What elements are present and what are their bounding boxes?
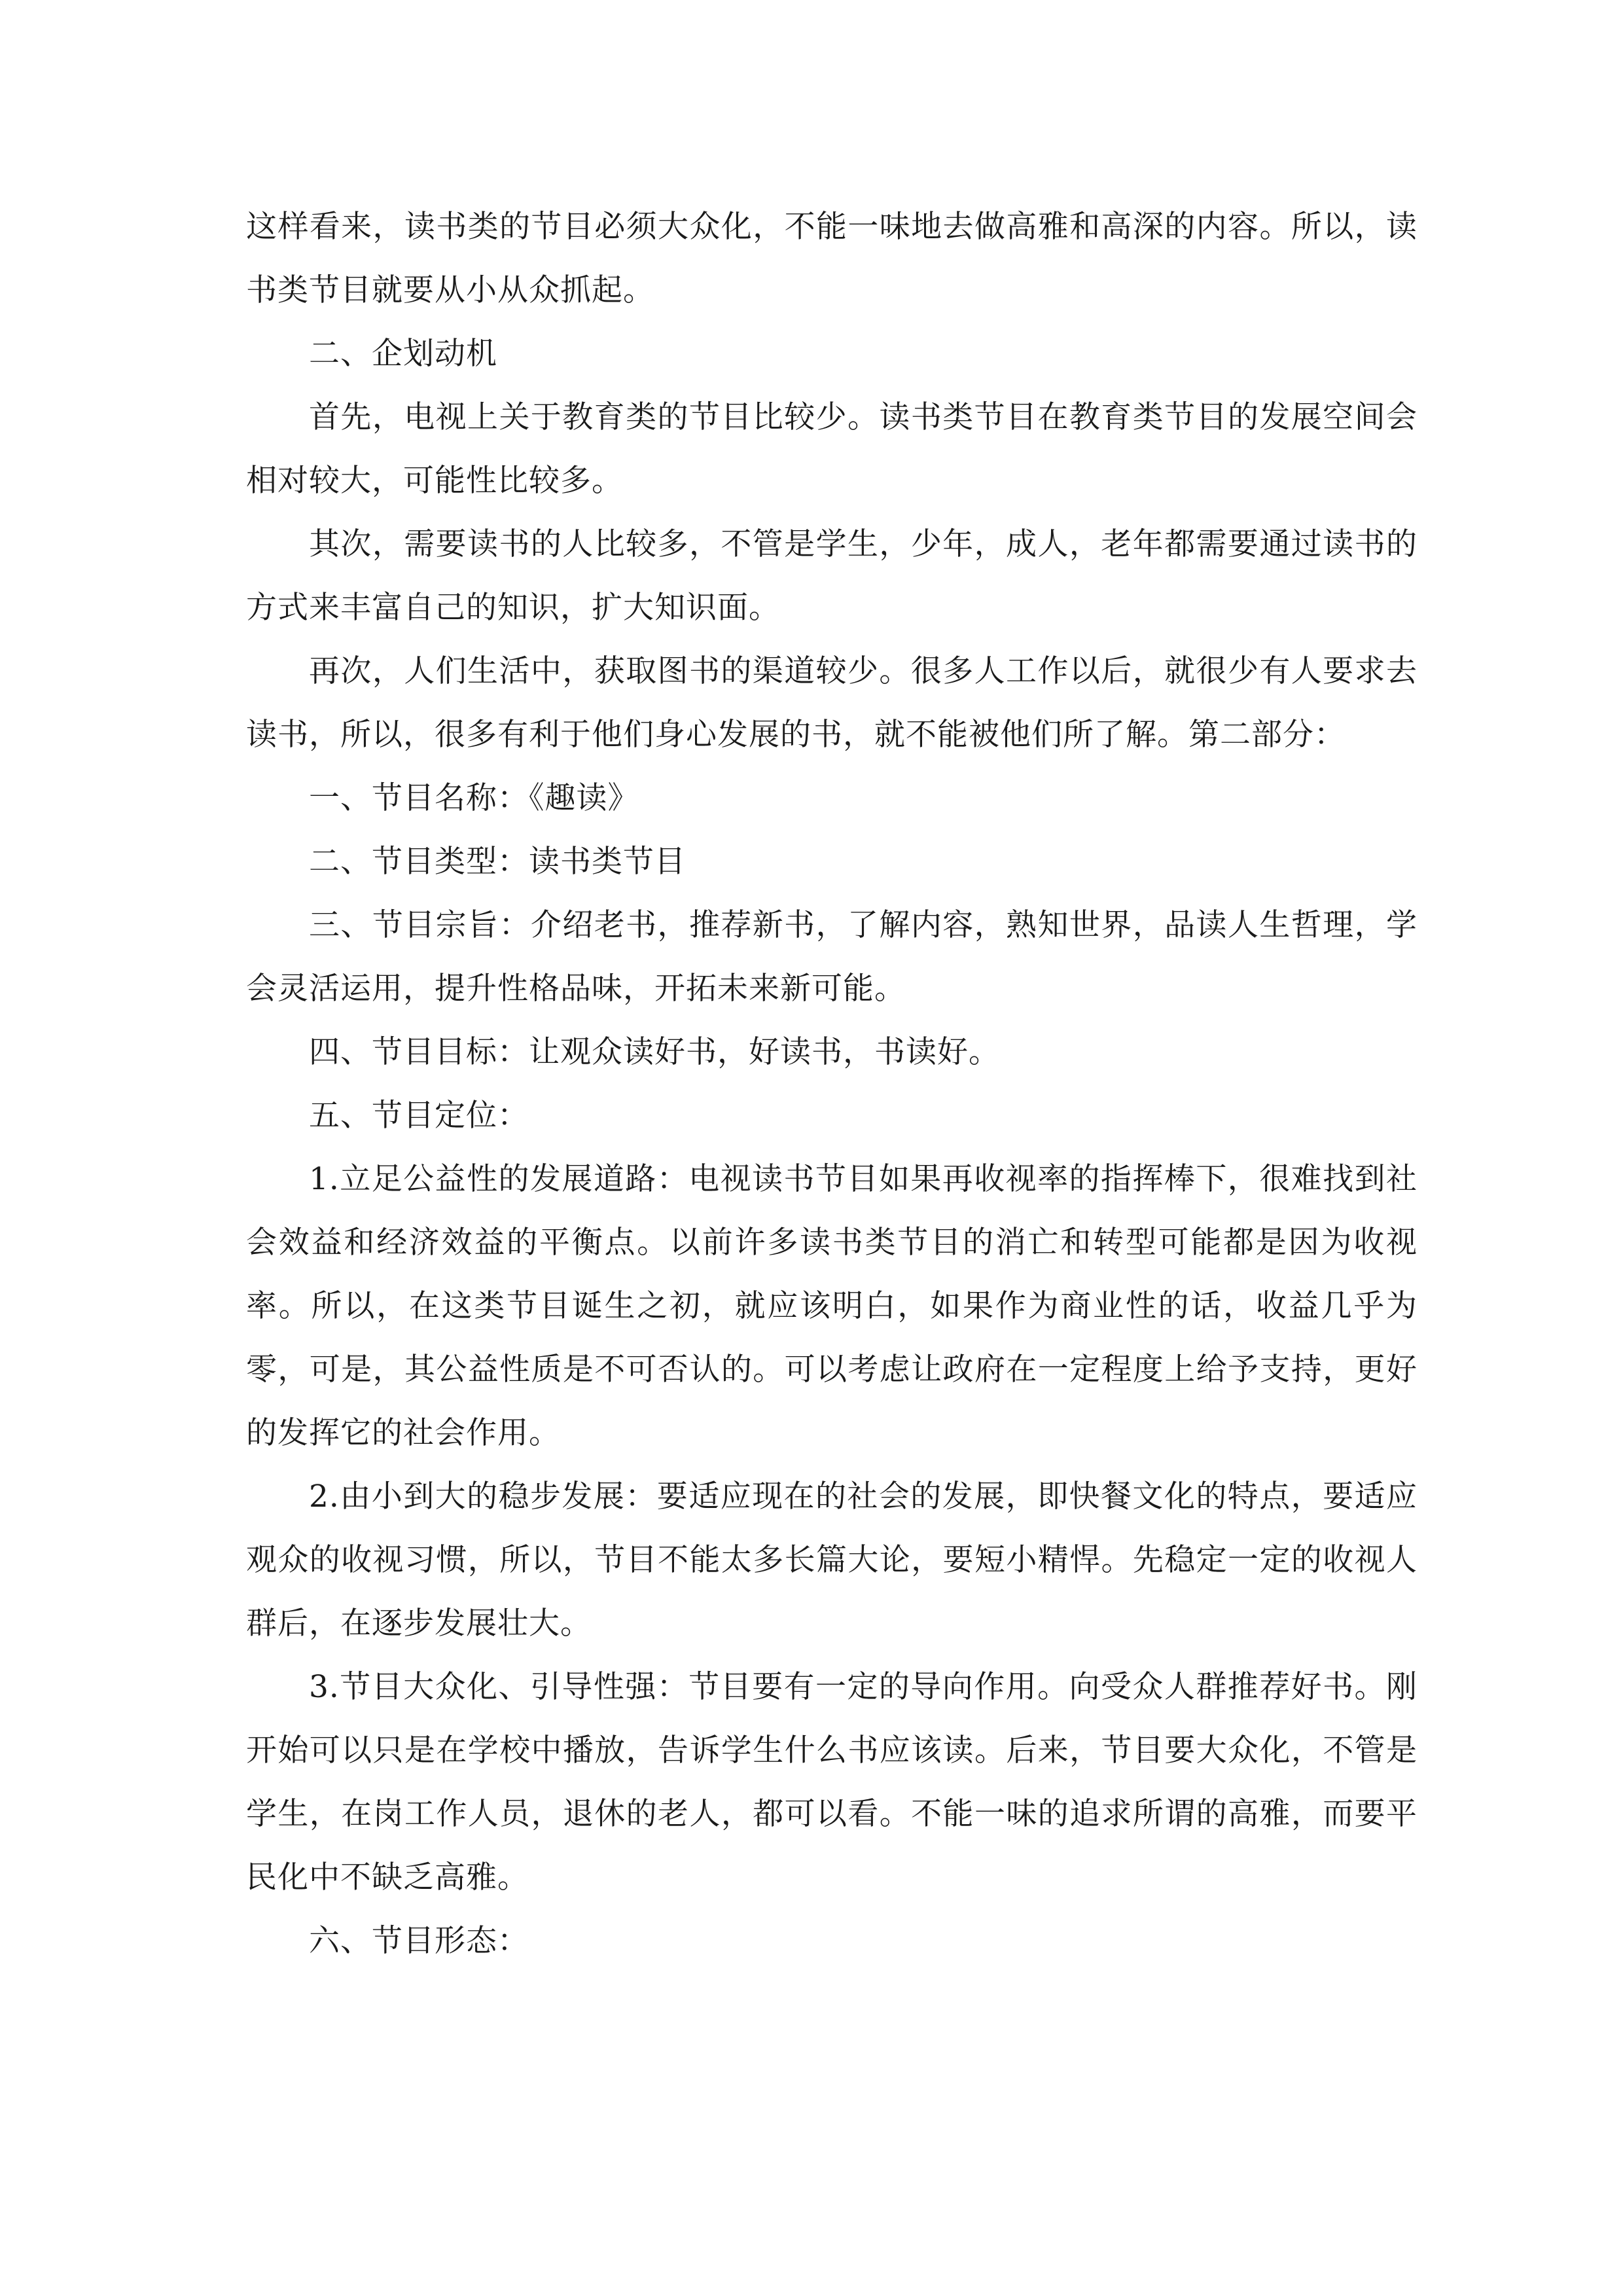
paragraph: 其次，需要读书的人比较多，不管是学生，少年，成人，老年都需要通过读书的方式来丰富自己的知识，扩大知识面。 (246, 526, 1418, 626)
section-heading-motivation: 二、企划动机 (309, 336, 497, 372)
item-program-positioning: 五、节目定位： (309, 1098, 529, 1134)
item-program-purpose: 三、节目宗旨：介绍老书，推荐新书，了解内容，熟知世界，品读人生哲理，学会灵活运用，提升性格品味，开拓未来新可能。 (246, 907, 1418, 1007)
paragraph: 首先，电视上关于教育类的节目比较少。读书类节目在教育类节目的发展空间会相对较大，可能性比较多。 (246, 399, 1418, 499)
item-program-goal: 四、节目目标：让观众读好书，好读书，书读好。 (309, 1034, 1000, 1070)
document-body (246, 195, 1418, 1973)
positioning-point-3: 3.节目大众化、引导性强：节目要有一定的导向作用。向受众人群推荐好书。刚开始可以只是在学校中播放，告诉学生什么书应该读。后来，节目要大众化，不管是学生，在岗工作人员，退休的老人，都可以看。不能一味的追求所谓的高雅，而要平民化中不缺乏高雅。 (246, 1669, 1418, 1895)
item-program-form: 六、节目形态： (309, 1923, 529, 1959)
item-program-name: 一、节目名称：《趣读》 (309, 780, 639, 816)
positioning-point-1: 1.立足公益性的发展道路：电视读书节目如果再收视率的指挥棒下，很难找到社会效益和经济效益的平衡点。以前许多读书类节目的消亡和转型可能都是因为收视率。所以，在这类节目诞生之初，就应该明白，如果作为商业性的话，收益几乎为零，可是，其公益性质是不可否认的。可以考虑让政府在一定程度上给予支持，更好的发挥它的社会作用。 (246, 1161, 1418, 1451)
paragraph: 再次，人们生活中，获取图书的渠道较少。很多人工作以后，就很少有人要求去读书，所以，很多有利于他们身心发展的书，就不能被他们所了解。第二部分： (246, 653, 1418, 753)
item-program-type: 二、节目类型：读书类节目 (309, 844, 686, 880)
positioning-point-2: 2.由小到大的稳步发展：要适应现在的社会的发展，即快餐文化的特点，要适应观众的收视习惯，所以，节目不能太多长篇大论，要短小精悍。先稳定一定的收视人群后，在逐步发展壮大。 (246, 1479, 1418, 1641)
paragraph: 这样看来，读书类的节目必须大众化，不能一味地去做高雅和高深的内容。所以，读书类节目就要从小从众抓起。 (246, 209, 1418, 308)
